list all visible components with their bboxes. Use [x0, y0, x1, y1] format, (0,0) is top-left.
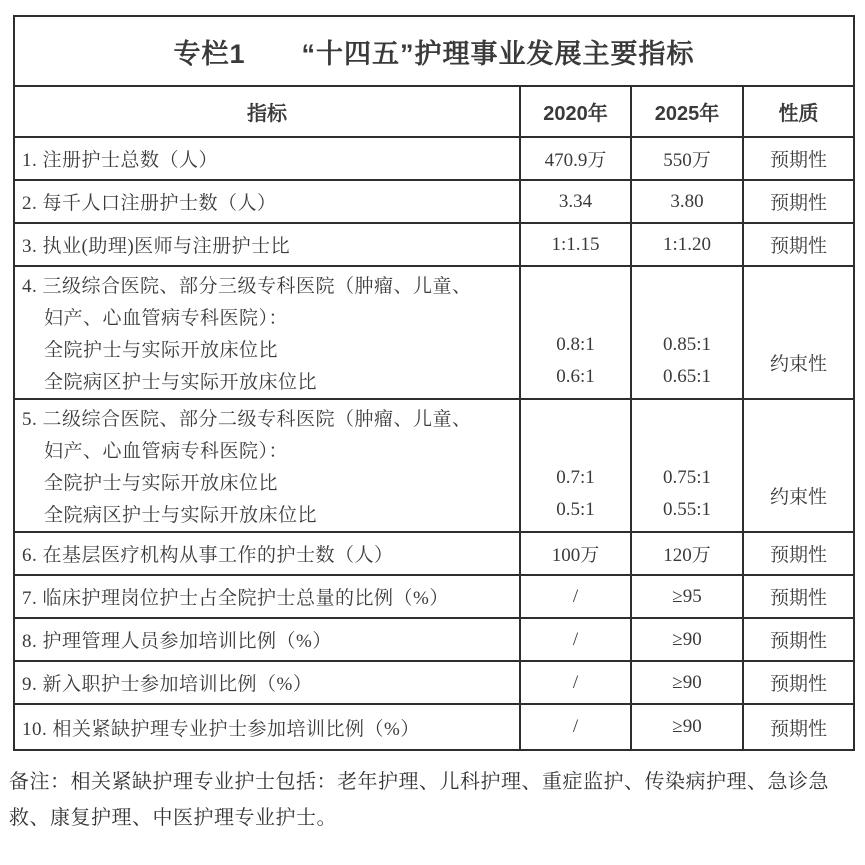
- nature-cell: 预期性: [742, 181, 853, 222]
- nature-cell: 预期性: [742, 705, 853, 749]
- nature-cell: 预期性: [742, 138, 853, 179]
- value-line: 0.8:1: [556, 334, 595, 355]
- header-indicator: 指标: [247, 103, 287, 125]
- value-2025-cell: 3.80: [630, 181, 742, 222]
- table-row-9: [15, 660, 853, 703]
- nature-cell: 预期性: [742, 576, 853, 617]
- value-2025-cell: [630, 267, 742, 398]
- value-2025-cell: 1:1.20: [630, 224, 742, 265]
- value-2020-cell: [519, 267, 630, 398]
- header-nature: 性质: [742, 87, 853, 136]
- value-2020-cell: 3.34: [519, 181, 630, 222]
- indicator-cell: 6. 在基层医疗机构从事工作的护士数（人）: [22, 545, 394, 566]
- indicator-line: 全院病区护士与实际开放床位比: [44, 372, 318, 393]
- value-2020-cell: /: [519, 662, 630, 703]
- indicator-cell: 7. 临床护理岗位护士占全院护士总量的比例（%）: [22, 588, 449, 609]
- value-line: 0.5:1: [556, 499, 595, 520]
- value-2020-cell: 1:1.15: [519, 224, 630, 265]
- nature-cell: 约束性: [742, 400, 853, 531]
- indicator-cell: [15, 400, 519, 531]
- indicator-line: 全院病区护士与实际开放床位比: [44, 505, 318, 526]
- indicator-line: 4. 三级综合医院、部分三级专科医院（肿瘤、儿童、: [22, 276, 472, 297]
- value-line: 0.75:1: [662, 467, 712, 488]
- table-row-3: [15, 222, 853, 265]
- table-row-1: [15, 136, 853, 179]
- header-2020: 2020年: [519, 87, 630, 136]
- table-row-7: [15, 574, 853, 617]
- indicator-line: 全院护士与实际开放床位比: [44, 340, 279, 361]
- indicator-line: 5. 二级综合医院、部分二级专科医院（肿瘤、儿童、: [22, 409, 472, 430]
- value-2025-cell: 120万: [630, 533, 742, 574]
- table-title: 专栏1 “十四五”护理事业发展主要指标: [173, 38, 695, 69]
- value-2020-cell: /: [519, 619, 630, 660]
- value-line: 0.6:1: [556, 366, 595, 387]
- table-row-5: [15, 398, 853, 531]
- value-2025-cell: ≥90: [630, 705, 742, 749]
- header-2025: 2025年: [630, 87, 742, 136]
- value-2025-cell: [630, 400, 742, 531]
- value-line: 0.85:1: [662, 334, 712, 355]
- nature-cell: 预期性: [742, 662, 853, 703]
- value-2020-cell: 100万: [519, 533, 630, 574]
- table-row-8: [15, 617, 853, 660]
- indicator-cell: [15, 267, 519, 398]
- value-2025-cell: 550万: [630, 138, 742, 179]
- indicator-cell: 9. 新入职护士参加培训比例（%）: [22, 674, 313, 695]
- nature-cell: 预期性: [742, 533, 853, 574]
- indicator-line: 全院护士与实际开放床位比: [44, 473, 279, 494]
- indicators-table: [13, 15, 855, 751]
- value-2020-cell: 470.9万: [519, 138, 630, 179]
- indicator-cell: 3. 执业(助理)医师与注册护士比: [22, 236, 291, 257]
- footnote: 备注：相关紧缺护理专业护士包括：老年护理、儿科护理、重症监护、传染病护理、急诊急救、康复护理、中医护理专业护士。: [9, 771, 829, 829]
- indicator-cell: 8. 护理管理人员参加培训比例（%）: [22, 631, 332, 652]
- table-row-2: [15, 179, 853, 222]
- nature-cell: 预期性: [742, 619, 853, 660]
- value-line: 0.7:1: [556, 467, 595, 488]
- value-line: 0.65:1: [662, 366, 712, 387]
- table-row-6: [15, 531, 853, 574]
- value-2020-cell: /: [519, 576, 630, 617]
- table-row-4: [15, 265, 853, 398]
- value-2025-cell: ≥95: [630, 576, 742, 617]
- indicator-line: 妇产、心血管病专科医院）：: [44, 308, 289, 329]
- value-2025-cell: ≥90: [630, 619, 742, 660]
- value-2020-cell: /: [519, 705, 630, 749]
- value-2025-cell: ≥90: [630, 662, 742, 703]
- value-2020-cell: [519, 400, 630, 531]
- indicator-cell: 10. 相关紧缺护理专业护士参加培训比例（%）: [22, 718, 420, 740]
- nature-cell: 预期性: [742, 224, 853, 265]
- table-row-10: [15, 703, 853, 749]
- table-header-row: [15, 85, 853, 136]
- indicator-cell: 1. 注册护士总数（人）: [22, 150, 219, 171]
- nature-cell: 约束性: [742, 267, 853, 398]
- table-title-row: [15, 17, 853, 85]
- value-line: 0.55:1: [662, 499, 712, 520]
- indicator-line: 妇产、心血管病专科医院）：: [44, 441, 289, 462]
- indicator-cell: 2. 每千人口注册护士数（人）: [22, 193, 277, 214]
